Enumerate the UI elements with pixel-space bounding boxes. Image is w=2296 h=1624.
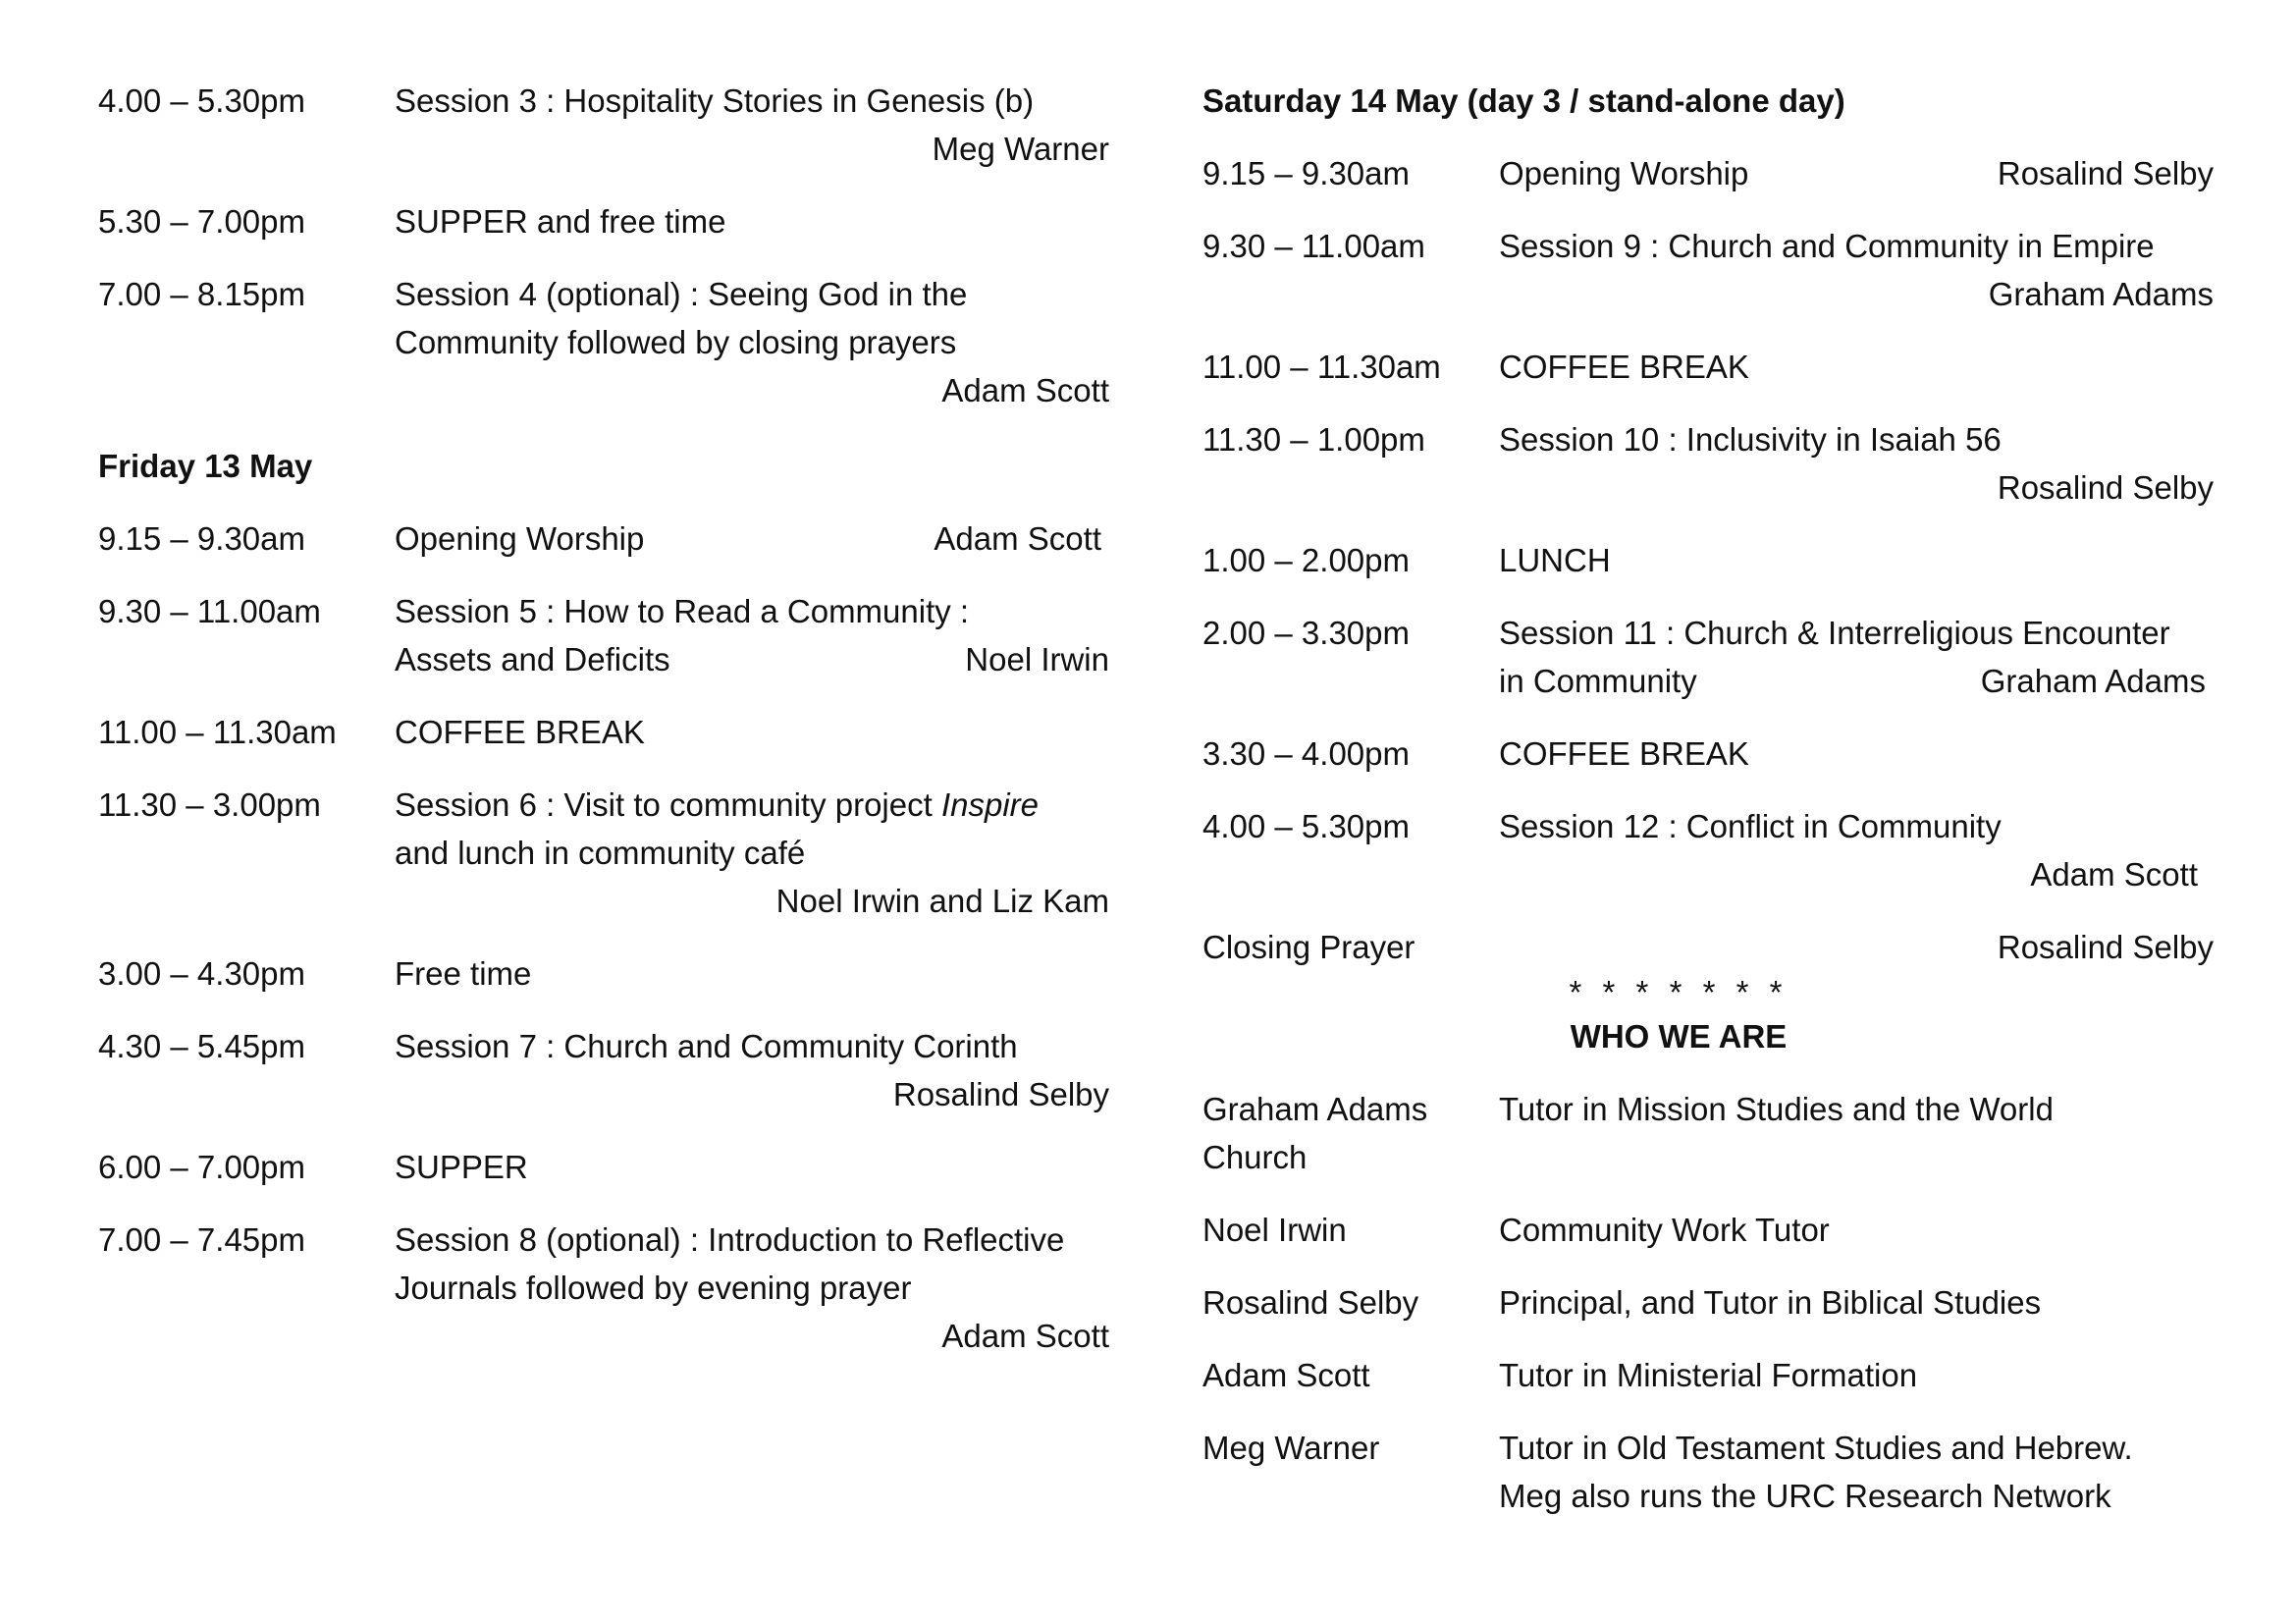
session-title: COFFEE BREAK xyxy=(395,714,645,750)
session-title-line-2: and lunch in community café xyxy=(395,835,806,871)
schedule-row-friday-supper xyxy=(98,1143,1109,1191)
session-time: 9.15 – 9.30am xyxy=(98,520,305,557)
session-time: 11.30 – 1.00pm xyxy=(1202,421,1425,458)
session-time: 9.30 – 11.00am xyxy=(1202,228,1425,264)
session-speaker: Noel Irwin and Liz Kam xyxy=(775,883,1109,919)
session-time: 9.30 – 11.00am xyxy=(98,593,321,629)
session-time: 7.00 – 7.45pm xyxy=(98,1221,305,1258)
session-title: Closing Prayer xyxy=(1202,929,1415,965)
session-speaker: Noel Irwin xyxy=(965,641,1109,677)
session-speaker: Adam Scott xyxy=(941,372,1109,408)
schedule-row-friday-coffee xyxy=(98,708,1109,756)
session-time: 3.00 – 4.30pm xyxy=(98,955,305,992)
staff-name: Rosalind Selby xyxy=(1202,1284,1419,1321)
staff-name: Adam Scott xyxy=(1202,1357,1370,1393)
right-column xyxy=(1202,77,2214,1544)
schedule-row-free-time xyxy=(98,949,1109,998)
schedule-row-friday-opening xyxy=(98,514,1109,563)
session-title: Session 3 : Hospitality Stories in Genesis (b) xyxy=(395,82,1035,119)
session-title: SUPPER and free time xyxy=(395,203,726,240)
staff-row-graham-adams xyxy=(1202,1085,2214,1181)
staff-role: Tutor in Mission Studies and the World xyxy=(1499,1091,2054,1127)
staff-row-rosalind-selby xyxy=(1202,1278,2214,1326)
session-time: 9.15 – 9.30am xyxy=(1202,155,1410,191)
schedule-row-session-11 xyxy=(1202,609,2214,705)
session-title-line-1: Session 11 : Church & Interreligious Encounter xyxy=(1499,615,2170,651)
session-time: 3.30 – 4.00pm xyxy=(1202,735,1410,772)
session-time: 4.30 – 5.45pm xyxy=(98,1028,305,1064)
session-time: 5.30 – 7.00pm xyxy=(98,203,305,240)
staff-role: Community Work Tutor xyxy=(1499,1212,1830,1248)
session-speaker: Rosalind Selby xyxy=(892,1076,1109,1112)
session-title: Session 9 : Church and Community in Empire xyxy=(1499,228,2155,264)
session-time: 1.00 – 2.00pm xyxy=(1202,542,1410,578)
session-time: 7.00 – 8.15pm xyxy=(98,276,305,312)
session-title: Session 12 : Conflict in Community xyxy=(1499,808,2002,844)
session-title: LUNCH xyxy=(1499,542,1611,578)
schedule-row-session-8 xyxy=(98,1216,1109,1360)
session-title-line-1: Session 5 : How to Read a Community : xyxy=(395,593,970,629)
session-time: 4.00 – 5.30pm xyxy=(98,82,305,119)
schedule-row-saturday-coffee-2 xyxy=(1202,730,2214,778)
session-title-line-2: Community followed by closing prayers xyxy=(395,324,957,360)
schedule-row-session-9 xyxy=(1202,222,2214,318)
session-time: 11.00 – 11.30am xyxy=(1202,349,1441,385)
staff-role: Principal, and Tutor in Biblical Studies xyxy=(1499,1284,2042,1321)
schedule-row-session-3 xyxy=(98,77,1109,173)
schedule-row-closing-prayer xyxy=(1202,923,2214,971)
schedule-row-session-12 xyxy=(1202,802,2214,898)
project-name: Inspire xyxy=(940,786,1040,823)
session-title-line-2: Journals followed by evening prayer xyxy=(395,1270,912,1306)
session-speaker: Graham Adams xyxy=(1980,663,2206,699)
session-time: 11.00 – 11.30am xyxy=(98,714,337,750)
staff-row-noel-irwin xyxy=(1202,1206,2214,1254)
who-we-are-heading: WHO WE ARE xyxy=(1570,1018,1788,1055)
session-title: Session 7 : Church and Community Corinth xyxy=(395,1028,1018,1064)
day-heading-saturday: Saturday 14 May (day 3 / stand-alone day) xyxy=(1202,82,1845,119)
session-title: COFFEE BREAK xyxy=(1499,735,1749,772)
session-time: 11.30 – 3.00pm xyxy=(98,786,321,823)
staff-row-adam-scott xyxy=(1202,1351,2214,1399)
staff-role: Tutor in Ministerial Formation xyxy=(1499,1357,1918,1393)
staff-name: Meg Warner xyxy=(1202,1430,1380,1466)
schedule-row-lunch xyxy=(1202,536,2214,584)
staff-role-line-1: Tutor in Old Testament Studies and Hebrew. xyxy=(1499,1430,2133,1466)
schedule-row-supper-free xyxy=(98,197,1109,245)
session-speaker: Adam Scott xyxy=(941,1318,1109,1354)
session-title-line-2: Assets and Deficits xyxy=(395,641,670,677)
session-time: 6.00 – 7.00pm xyxy=(98,1149,305,1185)
session-title-line-1: Session 4 (optional) : Seeing God in the xyxy=(395,276,968,312)
session-title: Opening Worship xyxy=(395,520,645,557)
session-speaker: Rosalind Selby xyxy=(1997,929,2214,965)
session-title-line-1: Session 8 (optional) : Introduction to Reflective xyxy=(395,1221,1065,1258)
session-title-text: Session 6 : Visit to community project xyxy=(395,786,933,823)
schedule-row-session-5 xyxy=(98,587,1109,683)
schedule-row-session-7 xyxy=(98,1022,1109,1118)
session-speaker: Adam Scott xyxy=(2030,856,2198,893)
session-title-line-1 xyxy=(395,781,1109,829)
staff-name-overflow: Church xyxy=(1202,1139,1308,1175)
session-speaker: Adam Scott xyxy=(934,520,1101,557)
staff-row-meg-warner xyxy=(1202,1424,2214,1520)
schedule-row-saturday-coffee-1 xyxy=(1202,343,2214,391)
staff-name: Graham Adams xyxy=(1202,1091,1428,1127)
session-title: Opening Worship xyxy=(1499,155,1749,191)
staff-role-line-2: Meg also runs the URC Research Network xyxy=(1499,1478,2111,1514)
session-title-line-2: in Community xyxy=(1499,663,1697,699)
left-column xyxy=(98,77,1109,1384)
session-speaker: Graham Adams xyxy=(1988,276,2214,312)
session-speaker: Rosalind Selby xyxy=(1997,469,2214,506)
session-title: SUPPER xyxy=(395,1149,528,1185)
schedule-row-session-4 xyxy=(98,270,1109,414)
schedule-row-session-6 xyxy=(98,781,1109,925)
session-speaker: Meg Warner xyxy=(932,131,1109,167)
schedule-row-session-10 xyxy=(1202,415,2214,512)
session-title: COFFEE BREAK xyxy=(1499,349,1749,385)
session-title: Session 10 : Inclusivity in Isaiah 56 xyxy=(1499,421,2002,458)
session-title: Free time xyxy=(395,955,532,992)
section-separator: * * * * * * * xyxy=(1569,974,1789,1010)
day-heading-friday: Friday 13 May xyxy=(98,448,313,484)
session-time: 2.00 – 3.30pm xyxy=(1202,615,1410,651)
session-time: 4.00 – 5.30pm xyxy=(1202,808,1410,844)
session-speaker: Rosalind Selby xyxy=(1997,155,2214,191)
schedule-row-saturday-opening xyxy=(1202,149,2214,197)
staff-name: Noel Irwin xyxy=(1202,1212,1347,1248)
